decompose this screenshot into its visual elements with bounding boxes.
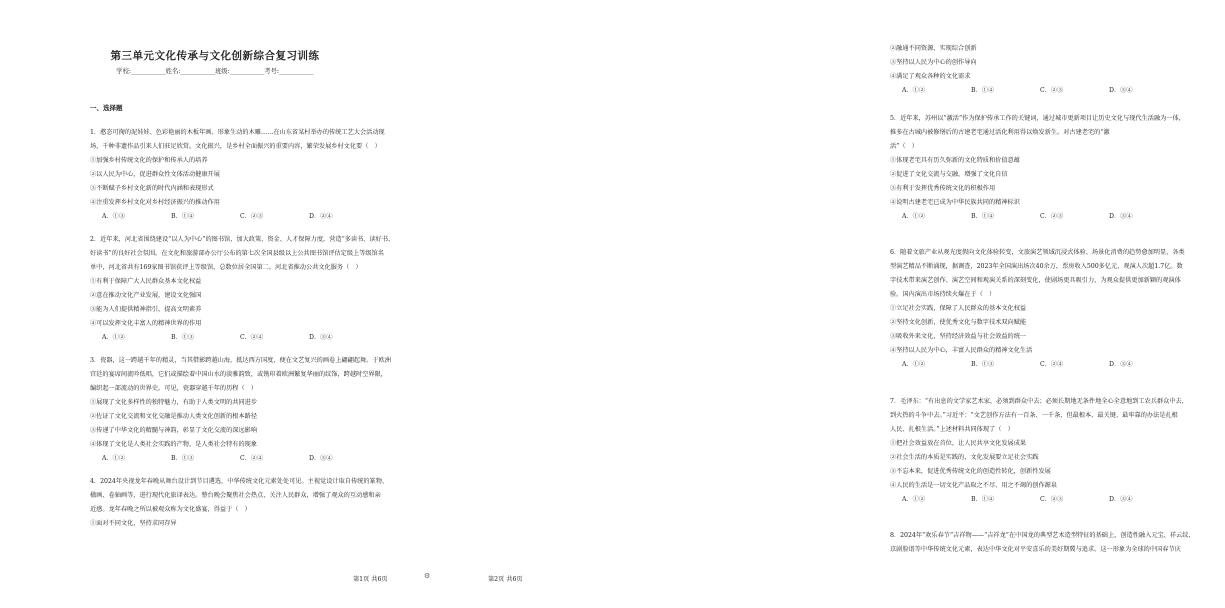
question-line: 近感。龙年春晚之所以被观众称为文化盛宴，得益于（ ） [90,506,251,513]
question-line: 验。国内演出市场持续火爆在于（ ） [890,291,996,298]
question-block [90,354,420,466]
question-line: 到火热的斗争中去。”习近平：“文艺创作方法有一百条、一千条，但最根本、最关键、最牢靠的办法是扎根 [890,412,1178,419]
answer-option[interactable]: C．②④ [240,334,264,341]
answer-option[interactable]: D．③④ [1109,213,1133,220]
question-line: ①展现了文化多样性的独特魅力，有助于人类文明的共同进步 [90,399,258,406]
question-line: ②社会生活的本质是实践的，文化发展要立足社会实践 [890,454,1039,461]
right-page [430,0,1195,608]
answer-option[interactable]: B．①④ [171,213,195,220]
question-line: 8．2024年“欢乐春节”吉祥物——“吉祥龙”在中国龙的典型艺术造型特征的基础上，创造性融入元宝、祥云纹、 [890,532,1195,539]
question-line: ③不断赋予乡村文化新的时代内涵和表现形式 [90,185,214,192]
question-line: ①立足社会实践，保障了人民群众的基本文化权益 [890,305,1027,312]
question-line: ④注重发挥乡村文化对乡村经济振兴的推动作用 [90,199,220,206]
question-line: ②促进了文化交流与交融，增强了文化自信 [890,171,1008,178]
answer-option[interactable]: D．③④ [1109,361,1133,368]
question-line: ③坚持以人民为中心的创作导向 [890,59,977,66]
answer-option[interactable]: A．①② [902,496,926,503]
question-line: 人民、扎根生活。”上述材料共同体现了（ ） [890,426,1014,433]
question-line: ②佐证了文化交流和文化交融是推动人类文化创新的根本路径 [90,413,258,420]
gear-icon: ⚙ [424,572,431,580]
question-line: ③有利于发挥优秀传统文化的积极作用 [890,185,996,192]
answer-option[interactable]: C．②③ [240,213,264,220]
question-line: 活”（ ） [890,143,918,150]
answer-option[interactable]: B．①③ [171,334,195,341]
answer-option[interactable]: A．①② [902,87,926,94]
section-heading: 一、选择题 [90,104,123,112]
question-block [890,395,1225,507]
question-line: ②融通不同资源，实现综合创新 [890,45,977,52]
left-page [0,0,430,608]
answer-option[interactable]: B．①③ [171,455,195,462]
answer-option[interactable]: B．①④ [971,213,995,220]
question-line: 1．憨态可掬的泥娃娃、色彩艳丽的木板年画、形象生动的木雕……在山东省某村举办的传统工艺大会活动现 [90,129,385,136]
question-line: ③不忘本来，促进优秀传统文化的创造性转化，创新性发展 [890,468,1051,475]
answer-options [890,210,1225,224]
question-line: 场，千种非遗作品引来人们驻足欣赏。文化振兴，是乡村全面振兴的重要内容，繁荣发展乡村文化要（ ） [90,143,381,150]
answer-option[interactable]: C．②③ [1040,213,1064,220]
question-block [890,529,1225,557]
answer-option[interactable]: D．③④ [309,455,333,462]
answer-option[interactable]: B．①③ [971,361,995,368]
question-line: ③传递了中华文化的精髓与神韵，彰显了文化交流的深远影响 [90,427,258,434]
question-block [90,233,420,345]
question-line: ②坚持文化创新，使优秀文化与数字技术双向赋能 [890,319,1027,326]
question-line: 好读书”的良好社会氛围。在文化和旅游部办公厅公布的第七次全国县级以上公共图书馆评估定级上等级馆名 [90,250,384,257]
page-title: 第三单元文化传承与文化创新综合复习训练 [110,50,320,62]
question-block [890,112,1225,224]
answer-option[interactable]: A．①② [102,334,126,341]
answer-option[interactable]: A．①② [902,213,926,220]
question-block [890,246,1225,372]
page-number-right: 第2页 共6页 [488,576,523,583]
question-line: 字技术带来演艺创作、演艺空间和观演关系的深刻变化，使剧场更具吸引力，为观众提供更加新颖的观演体 [890,277,1181,284]
question-line: ③能为人们提供精神指引，提高文明素养 [90,306,202,313]
answer-option[interactable]: B．①④ [971,496,995,503]
question-block [890,42,1225,98]
question-line: ②意在推动文化产业发展，建设文化强国 [90,292,202,299]
answer-options [90,331,420,345]
question-line: 6．随着文旅产业从观光度假向文化体验转变，文旅演艺领域沉浸式体验、场景化消费的趋势愈加明显，各类 [890,249,1185,256]
answer-options [890,493,1225,507]
question-line: ①把社会效益放在首位，让人民共享文化发展成果 [890,440,1027,447]
question-line: ④可以发挥文化丰富人的精神世界的作用 [90,320,202,327]
question-line: ①面对不同文化，坚持求同存异 [90,520,177,527]
question-line: ③吸收外来文化，坚持经济效益与社会效益的统一 [890,333,1027,340]
answer-option[interactable]: C．②③ [1040,87,1064,94]
answer-option[interactable]: B．①④ [971,87,995,94]
question-line: 京剧脸谱等中华传统文化元素，表达中华文化对平安喜乐的美好期冀与追求。这一形象为全球的中国春节庆 [890,546,1181,553]
answer-option[interactable]: D．③④ [1109,87,1133,94]
answer-option[interactable]: A．①③ [102,213,126,220]
answer-option[interactable]: D．③④ [1109,496,1133,503]
answer-options [890,358,1225,372]
question-block [90,126,420,224]
question-line: 4．2024年央视龙年春晚从舞台设计到节目遴选，中华传统文化元素处处可见。主视觉设计取自传统的篆物、 [90,478,389,485]
question-line: ④满足了观众各种的文化需求 [890,73,971,80]
answer-options [890,84,1225,98]
question-line: 5．近年来，苏州以“激活”作为保护传承工作的关键词，通过城市更新项目让历史文化与现代生活融为一体， [890,115,1185,122]
question-line: 楹画、卷轴画等，进行现代化旅译表达。整台晚会聚焦社会热点，关注人民群众，增强了观众的互动感和亲 [90,492,381,499]
student-info-line: 学校:___________姓名:___________班级:___________考号:___________ [116,68,314,75]
question-line: 型演艺精品不断涌现，据调查，2023年全国演出场次40余万，票房收入500多亿元，观演人次超1.7亿。数 [890,263,1183,270]
question-line: ②以人民为中心，促进群众性文体活动健康开展 [90,171,220,178]
answer-option[interactable]: C．②④ [1040,361,1064,368]
question-line: 2．近年来，河北省围绕建设“以人为中心”的图书馆，加大政策、资金、人才保障力度，营造“多读书、读好书、 [90,236,395,243]
question-line: 3．瓷器，这一跨越千年的精灵，当其借影跨越山海，抵达西方国度，便在文艺复兴的画卷上翩翩起舞。于欧洲 [90,357,391,364]
question-line: ④说明古建老宅已成为中华民族共同的精神标识 [890,199,1020,206]
question-line: ④体现了文化是人类社会实践的产物，是人类社会特有的现象 [90,441,258,448]
question-line: 宫廷的宴席间流吟低唱，它们或描绘着中国山水的淡雅韵致，或镌印着欧洲繁复华丽的纹饰，跨越时空界限， [90,371,387,378]
answer-option[interactable]: D．③④ [309,334,333,341]
question-line: ④人民的生活是一切文化产品取之不尽、用之不竭的创作源泉 [890,482,1058,489]
question-line: 7．毛泽东：“有出息的文学家艺术家，必须到群众中去；必须长期地无条件地全心全意地到工农兵群众中去， [890,398,1188,405]
question-line: ④坚持以人民为中心，丰富人民群众的精神文化生活 [890,347,1033,354]
question-line: ①有利于保障广大人民群众基本文化权益 [90,278,202,285]
page-number-left: 第1页 共6页 [353,576,388,583]
question-line: ①加强乡村传统文化的保护和传承人的培养 [90,157,208,164]
answer-option[interactable]: A．①② [902,361,926,368]
answer-option[interactable]: D．②④ [309,213,333,220]
answer-option[interactable]: C．②④ [240,455,264,462]
question-line: ①体现老宅具有历久弥新的文化特质和价值意蕴 [890,157,1020,164]
answer-options [90,210,420,224]
question-block [90,475,420,531]
answer-options [90,452,420,466]
question-line: 单中，河北省共有169家图书馆获评上等级馆，总数位居全国第二。河北省推动公共文化服务（ ） [90,264,362,271]
answer-option[interactable]: C．②③ [1040,496,1064,503]
question-line: 编织起一部流动的世界史。可见，瓷器穿越千年的历程（ ） [90,385,258,392]
question-line: 推多在古城内被修缮后的古建老宅通过活化利用得以焕发新生。对古建老宅的“激 [890,129,1110,136]
answer-option[interactable]: A．①② [102,455,126,462]
